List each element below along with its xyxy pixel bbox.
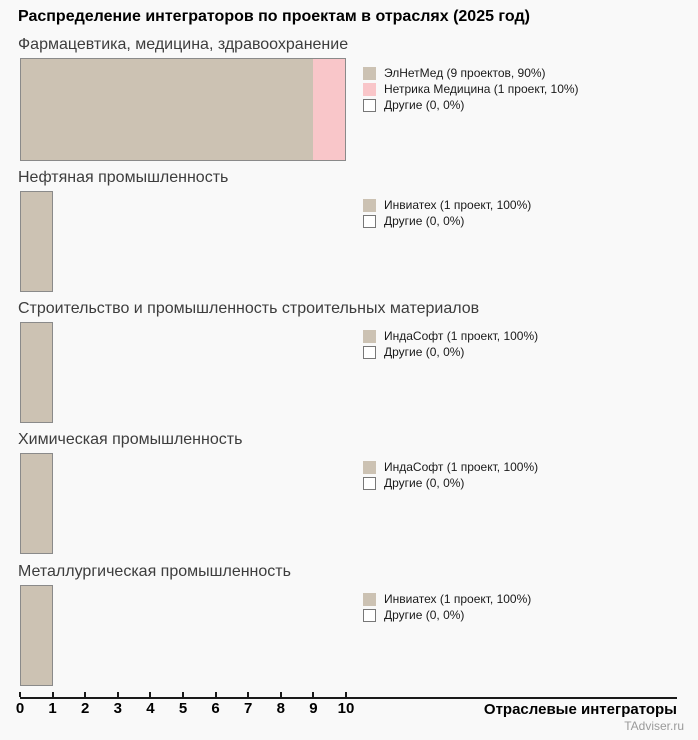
legend-swatch [363, 199, 376, 212]
source-credit: TAdviser.ru [624, 719, 684, 733]
x-axis-tick [52, 692, 54, 697]
x-axis-tick [84, 692, 86, 697]
legend-item [363, 213, 531, 229]
legend-item [363, 475, 538, 491]
x-axis-tick [215, 692, 217, 697]
x-axis [0, 690, 698, 740]
legend-label: Инвиатех (1 проект, 100%) [384, 198, 532, 212]
legend-label: Другие (0, 0%) [384, 476, 465, 490]
section-title: Строительство и промышленность строительных материалов [18, 300, 480, 317]
legend-label: ИндаСофт (1 проект, 100%) [384, 329, 539, 343]
legend-item [363, 81, 579, 97]
x-axis-tick [247, 692, 249, 697]
x-axis-tick-label: 10 [337, 700, 355, 717]
stacked-bar [20, 322, 53, 423]
legend-swatch [363, 477, 376, 490]
bar-segment [21, 586, 52, 685]
x-axis-tick-label: 4 [146, 700, 155, 717]
bar-segment [21, 323, 52, 422]
stacked-bar [20, 585, 53, 686]
bar-segment [21, 192, 52, 291]
x-axis-tick-label: 0 [15, 700, 25, 717]
x-axis-tick-label: 8 [276, 700, 285, 717]
legend-swatch [363, 593, 376, 606]
section-title: Нефтяная промышленность [18, 169, 229, 186]
legend-item [363, 65, 579, 81]
bar-segment [21, 59, 313, 160]
legend-item [363, 328, 538, 344]
x-axis-tick [19, 692, 21, 697]
bar-segment [313, 59, 345, 160]
legend [363, 591, 531, 623]
legend [363, 197, 531, 229]
legend [363, 65, 579, 113]
stacked-bar [20, 453, 53, 554]
x-axis-tick [312, 692, 314, 697]
legend-label: Инвиатех (1 проект, 100%) [384, 592, 532, 606]
legend-label: ИндаСофт (1 проект, 100%) [384, 460, 539, 474]
legend-swatch [363, 346, 376, 359]
legend-swatch [363, 215, 376, 228]
legend [363, 459, 538, 491]
legend-swatch [363, 99, 376, 112]
legend [363, 328, 538, 360]
x-axis-tick [182, 692, 184, 697]
section-title: Металлургическая промышленность [18, 563, 291, 580]
section-title: Фармацевтика, медицина, здравоохранение [18, 36, 349, 53]
x-axis-label: Отраслевые интеграторы [483, 701, 677, 718]
legend-label: Нетрика Медицина (1 проект, 10%) [384, 82, 579, 96]
stacked-bar [20, 58, 346, 161]
legend-item [363, 459, 538, 475]
legend-label: ЭлНетМед (9 проектов, 90%) [384, 66, 546, 80]
x-axis-tick-label: 2 [81, 700, 90, 717]
x-axis-tick-label: 5 [178, 700, 188, 717]
bar-segment [21, 454, 52, 553]
legend-swatch [363, 461, 376, 474]
legend-item [363, 344, 538, 360]
x-axis-tick [345, 692, 347, 697]
x-axis-line [20, 697, 677, 699]
legend-label: Другие (0, 0%) [384, 345, 465, 359]
x-axis-tick-label: 9 [309, 700, 318, 717]
section-title: Химическая промышленность [18, 431, 243, 448]
legend-label: Другие (0, 0%) [384, 214, 465, 228]
legend-swatch [363, 67, 376, 80]
chart-title: Распределение интеграторов по проектам в отраслях (2025 год) [18, 8, 530, 25]
legend-label: Другие (0, 0%) [384, 608, 465, 622]
legend-swatch [363, 83, 376, 96]
x-axis-tick-label: 1 [48, 700, 57, 717]
x-axis-tick [280, 692, 282, 697]
legend-item [363, 591, 531, 607]
x-axis-tick-label: 7 [244, 700, 253, 717]
x-axis-tick-label: 3 [113, 700, 122, 717]
legend-swatch [363, 330, 376, 343]
legend-label: Другие (0, 0%) [384, 98, 465, 112]
stacked-bar [20, 191, 53, 292]
x-axis-tick [117, 692, 119, 697]
x-axis-tick [149, 692, 151, 697]
x-axis-tick-label: 6 [211, 700, 220, 717]
legend-item [363, 197, 531, 213]
legend-swatch [363, 609, 376, 622]
legend-item [363, 607, 531, 623]
legend-item [363, 97, 579, 113]
